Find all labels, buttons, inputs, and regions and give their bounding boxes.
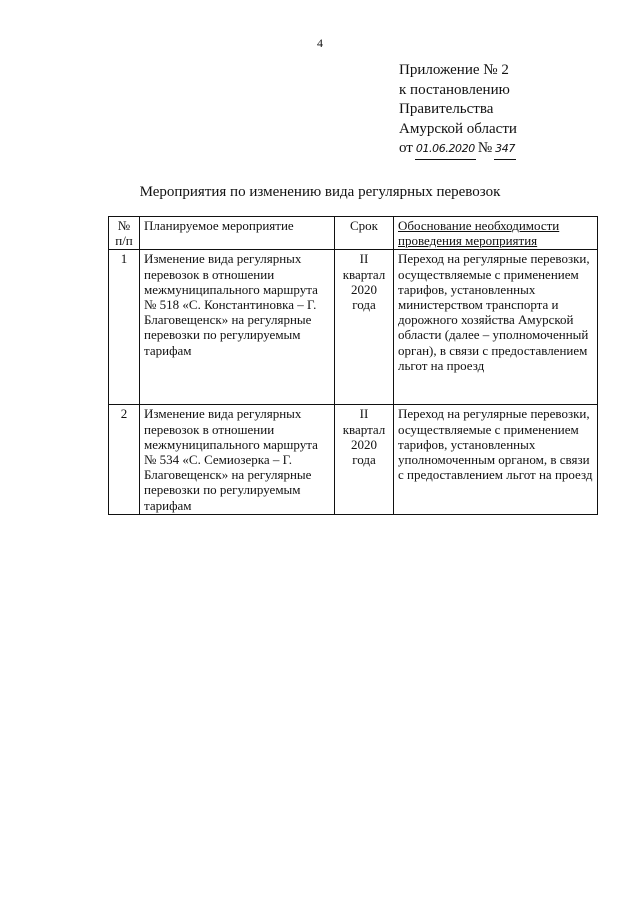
- row-reason: Переход на регулярные перевозки, осуществляемые с применением тарифов, установленных министерством транспорта и дорожного хозяйства Амурской области (далее – уполномоченный орган), в связи с предоставлением льгот на проезд: [394, 250, 598, 405]
- appendix-line-3: Правительства: [399, 101, 494, 117]
- appendix-line-4: Амурской области: [399, 120, 517, 137]
- row-num: 1: [109, 250, 140, 405]
- appendix-block: [399, 61, 518, 160]
- table-header-row: [109, 217, 598, 250]
- page-number: 4: [317, 36, 323, 50]
- measures-table: [108, 216, 598, 515]
- handwritten-date: 01.06.2020: [415, 139, 476, 160]
- handwritten-number: 347: [494, 139, 516, 160]
- row-event: Изменение вида регулярных перевозок в отношении межмуниципального маршрута № 518 «С. Константиновка – Г. Благовещенск» на регулярные перевозки по регулируемым тарифам: [140, 250, 335, 405]
- header-reason: Обоснование необходимости проведения мероприятия: [394, 217, 598, 250]
- table-row: [109, 250, 598, 405]
- date-prefix: от: [399, 140, 413, 156]
- table-row: [109, 405, 598, 514]
- appendix-date-line: [399, 139, 518, 160]
- header-num: № п/п: [109, 217, 140, 250]
- appendix-line-2: к постановлению: [399, 81, 510, 98]
- row-num: 2: [109, 405, 140, 514]
- header-event: Планируемое мероприятие: [140, 217, 335, 250]
- document-title: Мероприятия по изменению вида регулярных перевозок: [139, 184, 501, 200]
- row-term: II квартал 2020 года: [335, 405, 394, 514]
- row-term: II квартал 2020 года: [335, 250, 394, 405]
- number-prefix: №: [477, 140, 493, 156]
- header-term: Срок: [335, 217, 394, 250]
- row-event: Изменение вида регулярных перевозок в отношении межмуниципального маршрута № 534 «С. Семиозерка – Г. Благовещенск» на регулярные перевозки по регулируемым тарифам: [140, 405, 335, 514]
- appendix-line-1: Приложение № 2: [399, 62, 509, 78]
- row-reason: Переход на регулярные перевозки, осуществляемые с применением тарифов, установленных уполномоченным органом, в связи с предоставлением льгот на проезд: [394, 405, 598, 514]
